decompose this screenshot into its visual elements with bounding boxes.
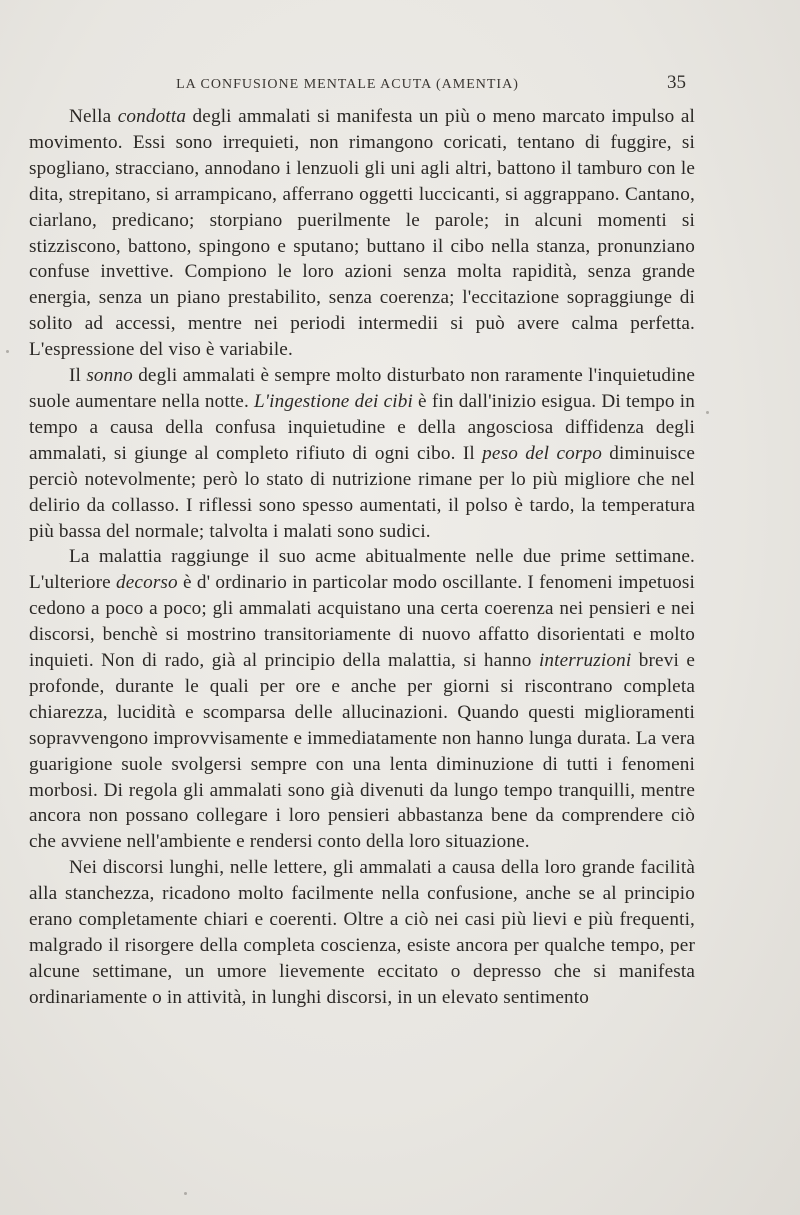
paragraph-text: è d' ordinario in particolar modo oscillante. I fenomeni impetuosi cedono a poco a poco; gli ammalati acquistano una certa coerenza nei pensieri e nei discorsi, benchè si mostrino transitoriamente di nuovo affatto disorientati e molto inquieti. Non di rado, già al principio della malattia, si hanno: [29, 572, 695, 672]
paragraph-text: brevi e profonde, durante le quali per ore e anche per giorni si riscontrano completa chiarezza, lucidità e scomparsa delle allucinazioni. Quando questi miglioramenti sopravvengono improvvisamente e immediatamente non hanno lunga durata. La vera guarigione suole svolgersi sempre con una lenta diminuzione di tutti i fenomeni morbosi. Di regola gli ammalati sono già divenuti da lungo tempo tranquilli, mentre ancora non possano collegare i loro pensieri abbastanza bene da comprendere ciò che avviene nell'ambiente e rendersi conto della loro situazione.: [29, 650, 696, 853]
italic-term: sonno: [86, 365, 133, 387]
paragraph-text: è fin dall'inizio esigua. Di tempo in tempo a causa della confusa inquietudine e della angosciosa diffidenza degli ammalati, si giunge al completo rifiuto di ogni cibo. Il: [29, 390, 695, 464]
italic-term: decorso: [116, 572, 178, 594]
body-text: [29, 104, 695, 1011]
print-speck: [184, 1192, 187, 1195]
print-speck: [706, 411, 709, 414]
italic-term: interruzioni: [538, 650, 632, 672]
page-number: 35: [667, 72, 686, 93]
paragraph-text: diminuisce perciò notevolmente; però lo stato di nutrizione rimane per lo più migliore che nel delirio da collasso. I riflessi sono spesso aumentati, il polso è tardo, la temperatura più bassa del normale; talvolta i malati sono sudici.: [29, 442, 695, 542]
italic-term: condotta: [117, 106, 187, 127]
paragraph-text: degli ammalati si manifesta un più o meno marcato impulso al movimento. Essi sono irrequieti, non rimangono coricati, tentano di fuggire, si spogliano, stracciano, annodano i lenzuoli gli uni agli altri, battono il tamburo con le dita, strepitano, si arrampicano, afferrano oggetti luccicanti, si aggrappano. Cantano, ciarlano, predicano; storpiano puerilmente le parole; in alcuni momenti si stizziscono, battono, spingono e sputano; buttano il cibo nella stanza, pronunziano confuse invettive. Compiono le loro azioni senza molta rapidità, senza grande energia, senza un piano prestabilito, senza coerenza; l'eccitazione sopraggiunge di solito ad accessi, mentre nei periodi intermedii si può avere calma perfetta. L'espressione del viso è variabile.: [29, 106, 695, 361]
italic-term: peso del corpo: [482, 442, 602, 464]
paragraph: [29, 363, 695, 544]
paragraph: [29, 855, 695, 1010]
running-head-title: LA CONFUSIONE MENTALE ACUTA (AMENTIA): [176, 77, 519, 92]
paragraph-text: Nella: [69, 106, 118, 127]
print-speck: [6, 350, 9, 353]
paragraph-text: Nei discorsi lunghi, nelle lettere, gli ammalati a causa della loro grande facilità alla stanchezza, ricadono molto facilmente nella confusione, anche se al principio erano completamente chiari e coerenti. Oltre a ciò nei casi più lievi e più frequenti, malgrado il risorgere della completa coscienza, esiste ancora per qualche tempo, per alcune settimane, un umore lievemente eccitato o depresso che si manifesta ordinariamente o in attività, in lunghi discorsi, in un elevato sentimento: [29, 857, 695, 1008]
italic-term: L'ingestione dei cibi: [254, 390, 413, 412]
paragraph-text: Il: [69, 365, 87, 387]
paragraph: [29, 544, 695, 855]
paragraph-text: La malattia raggiunge il suo acme abitualmente nelle due prime settimane. L'ulteriore: [29, 546, 695, 594]
paragraph: [29, 104, 695, 363]
paragraph-text: degli ammalati è sempre molto disturbato non raramente l'inquietudine suole aumentare nella notte.: [29, 365, 695, 412]
running-head: [28, 72, 686, 94]
